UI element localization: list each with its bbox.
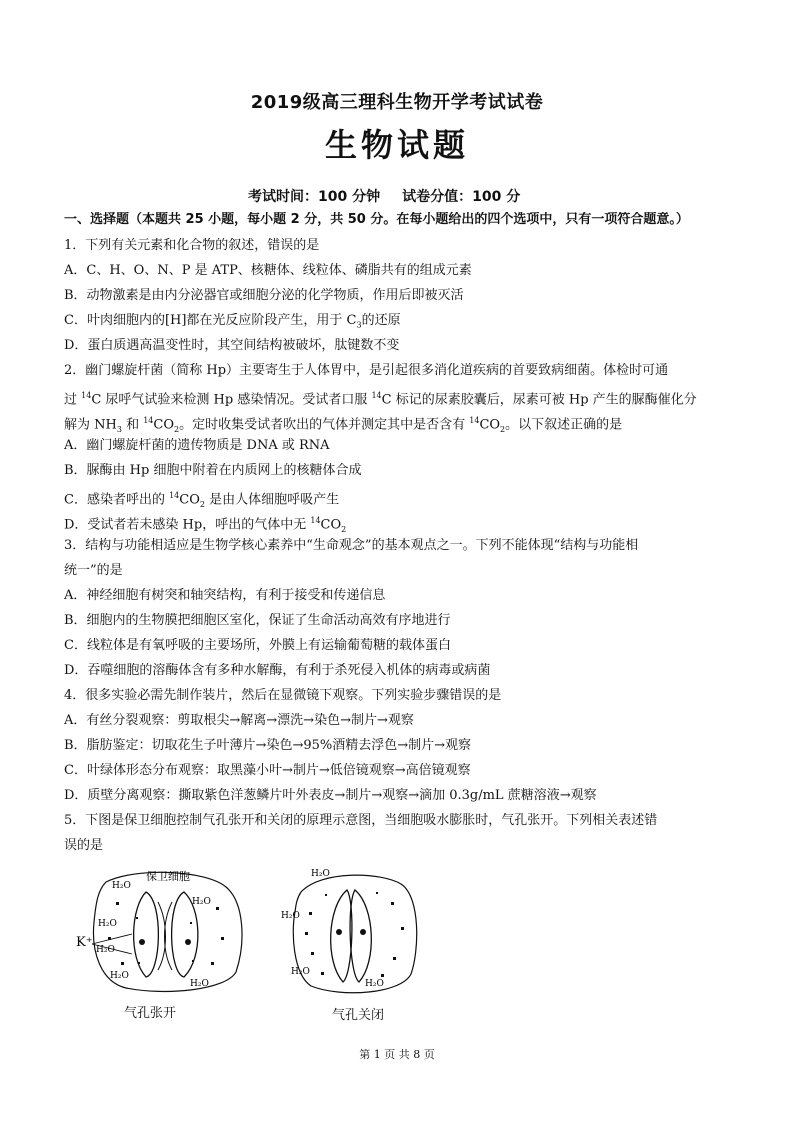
q2-option-b: B．脲酶由 Hp 细胞中附着在内质网上的核糖体合成 [64,463,362,478]
open-water-4: H₂O [96,945,115,955]
q2-l3-e: CO [479,417,501,433]
q2-option-d [64,513,740,538]
guard-cell-label: 保卫细胞 [146,870,190,883]
q4-stem: 4．很多实验必需先制作装片，然后在显微镜下观察。下列实验步骤错误的是 [64,688,502,703]
q1-c-sub: 3 [356,320,362,330]
stomata-figure [76,862,436,1006]
closed-water-1: H₂O [311,869,330,879]
q2-l2-sup2: 14 [371,391,382,400]
section-heading: 一、选择题（本题共 25 小题，每小题 2 分，共 50 分。在每小题给出的四个选项中，只有一项符合题意。） [64,212,689,227]
q3-option-d: D．吞噬细胞的溶酶体含有多种水解酶，有利于杀死侵入机体的病毒或病菌 [64,663,491,678]
q2-stem-line3 [64,413,740,438]
open-nucleus-right [185,939,191,945]
open-water-2: H₂O [192,897,211,907]
potassium-label: K⁺ [76,935,93,950]
q2-l2-a: 过 [64,392,82,408]
q2-d-a: D．受试者若未感染 Hp，呼出的气体中无 [64,517,311,533]
q2-d-sub: 2 [341,524,347,534]
closed-nucleus-right [360,929,366,935]
open-guard-cell-left [134,892,159,977]
q1-option-d: D．蛋白质遇高温变性时，其空间结构被破坏，肽键数不变 [64,338,400,353]
closed-water-3: H₂O [291,967,310,977]
q1-c-text2: 的还原 [361,313,401,328]
q1-option-a: A．C、H、O、N、P 是 ATP、核糖体、线粒体、磷脂共有的组成元素 [64,263,472,278]
q2-l3-f: 。以下叙述正确的是 [505,417,623,433]
open-nucleus-left [139,939,145,945]
q4-option-c: C．叶绿体形态分布观察：取黑藻小叶→制片→低倍镜观察→高倍镜观察 [64,763,471,778]
exam-title: 2019级高三理科生物开学考试试卷 [250,92,544,113]
q2-l2-b: C 尿呼气试验来检测 Hp 感染情况。受试者口服 [91,392,372,408]
q2-l3-a: 解为 NH [64,417,117,433]
q3-stem-line1: 3．结构与功能相适应是生物学核心素养中“生命观念”的基本观点之一。下列不能体现“结构与功能相 [64,538,639,553]
exam-meta [248,186,520,206]
exam-time: 考试时间：100 分钟 [248,189,381,205]
closed-nucleus-left [336,929,342,935]
q2-l3-c: CO [153,417,175,433]
q4-option-a: A．有丝分裂观察：剪取根尖→解离→漂洗→染色→制片→观察 [64,713,414,728]
q2-c-sup: 14 [169,491,180,500]
open-water-1: H₂O [112,881,131,891]
q2-stem-line1: 2．幽门螺旋杆菌（简称 Hp）主要寄生于人体胃中，是引起很多消化道疾病的首要致病细菌。体检时可通 [64,363,669,378]
q1-option-b: B．动物激素是由内分泌器官或细胞分泌的化学物质，作用后即被灭活 [64,288,464,303]
q4-option-b: B．脂肪鉴定：切取花生子叶薄片→染色→95%酒精去浮色→制片→观察 [64,738,472,753]
q2-c-sub: 2 [199,499,205,509]
q2-l3-sup2: 14 [469,416,480,425]
q1-stem: 1．下列有关元素和化合物的叙述，错误的是 [64,238,320,253]
q3-option-a: A．神经细胞有树突和轴突结构，有利于接受和传递信息 [64,588,386,603]
open-caption: 气孔张开 [124,1006,177,1021]
open-stoma [76,869,242,991]
q2-stem-line2 [64,388,740,408]
q2-l2-c: C 标记的尿素胶囊后，尿素可被 Hp 产生的脲酶催化分 [381,392,697,408]
closed-dots [305,892,404,977]
open-dots [108,902,224,965]
open-water-3: H₂O [98,919,117,929]
closed-caption: 气孔关闭 [332,1008,385,1023]
q2-c-a: C．感染者呼出的 [64,492,170,508]
q2-l3-b: 和 [121,417,144,433]
q1-option-c [64,313,740,334]
closed-stoma [281,869,417,993]
q2-option-a: A．幽门螺旋杆菌的遗传物质是 DNA 或 RNA [64,438,330,453]
q3-option-b: B．细胞内的生物膜把细胞区室化，保证了生命活动高效有序地进行 [64,613,451,628]
q2-d-sup: 14 [310,516,321,525]
open-water-6: H₂O [190,979,209,989]
q2-d-b: CO [320,517,342,533]
q2-l2-sup1: 14 [81,391,92,400]
open-pore [158,902,172,970]
q3-stem-line2: 统一”的是 [64,563,123,578]
q2-c-b: CO [179,492,200,508]
q2-l3-sub2: 2 [174,424,180,434]
q2-l3-sub3: 2 [500,424,506,434]
page-footer: 第 1 页 共 8 页 [359,1048,435,1061]
q3-option-c: C．线粒体是有氧呼吸的主要场所，外膜上有运输葡萄糖的载体蛋白 [64,638,451,653]
open-water-5: H₂O [110,971,129,981]
exam-score: 试卷分值：100 分 [402,189,521,205]
q5-stem-line1: 5．下图是保卫细胞控制气孔张开和关闭的原理示意图，当细胞吸水膨胀时，气孔张开。下列相关表述错 [64,813,658,828]
subject-title: 生物试题 [324,126,469,164]
q5-stem-line2: 误的是 [64,838,104,853]
q4-option-d: D．质壁分离观察：撕取紫色洋葱鳞片叶外表皮→制片→观察→滴加 0.3g/mL 蔗糖溶液→观察 [64,788,597,803]
stomata-diagram [76,862,436,1002]
q1-c-text: C．叶肉细胞内的[H]都在光反应阶段产生，用于 C [64,313,357,328]
q2-c-c: 是由人体细胞呼吸产生 [204,492,340,508]
closed-guard-cell-left [331,890,352,982]
closed-guard-cell-right [350,890,371,982]
q2-l3-sup1: 14 [143,416,154,425]
q2-option-c [64,488,740,513]
closed-water-4: H₂O [365,979,384,989]
closed-water-2: H₂O [281,911,300,921]
q2-l3-sub1: 3 [116,424,122,434]
q2-l3-d: 。定时收集受试者吹出的气体并测定其中是否含有 [179,417,470,433]
